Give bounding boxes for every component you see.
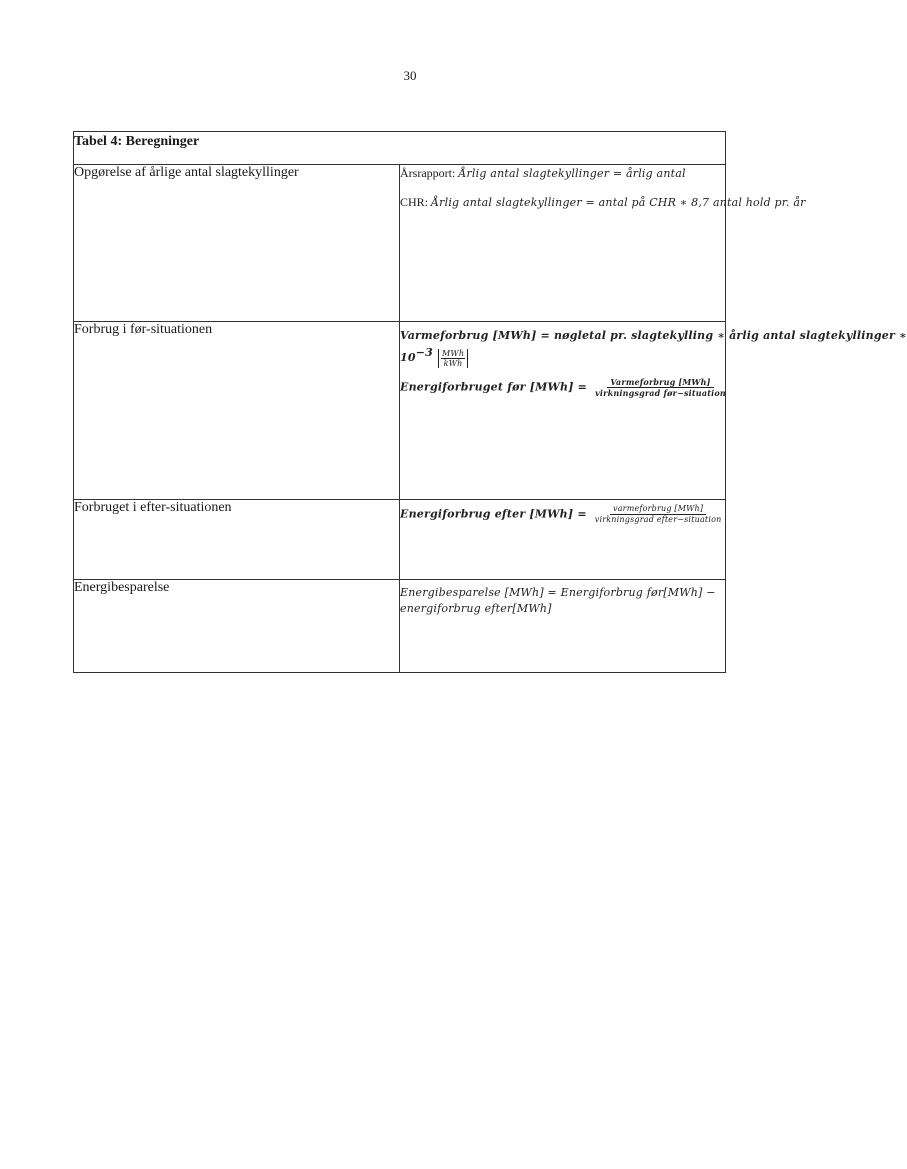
row-label: Energibesparelse xyxy=(74,580,400,673)
formula: energiforbrug efter[MWh] xyxy=(400,602,552,615)
formula-lhs: Energiforbrug efter [MWh] = xyxy=(400,507,587,521)
formula-line xyxy=(400,194,806,211)
table-row xyxy=(74,165,726,322)
formula: Varmeforbrug [MWh] = nøgletal pr. slagtekylling ∗ årlig antal slagtekyllinger ∗ xyxy=(400,329,907,342)
formula-prefix: CHR: xyxy=(400,195,432,209)
formula-line xyxy=(400,377,725,398)
formula-cell xyxy=(400,580,726,673)
formula-base: 10 xyxy=(400,351,416,364)
unit-denominator: kWh xyxy=(443,358,463,368)
fraction-numerator: Varmeforbrug [MWh] xyxy=(607,377,713,388)
fraction-denominator: virkningsgrad efter−situation xyxy=(594,515,722,524)
page-number: 30 xyxy=(403,68,417,83)
formula-lhs: Energiforbruget før [MWh] = xyxy=(400,380,588,393)
table-title: Tabel 4: Beregninger xyxy=(74,134,200,149)
formula-cell xyxy=(400,322,907,500)
table-row xyxy=(74,322,726,500)
table-row xyxy=(74,580,726,673)
formula-fraction xyxy=(592,377,729,398)
formula-fraction xyxy=(592,504,725,525)
fraction-denominator: virkningsgrad før−situation xyxy=(595,387,726,398)
unit-numerator: MWh xyxy=(442,348,465,358)
calculations-table xyxy=(73,131,907,673)
table-row xyxy=(74,500,726,580)
formula-line xyxy=(400,345,725,368)
table-title-cell xyxy=(74,132,726,165)
table-header-row xyxy=(74,132,726,165)
formula: Årlig antal slagtekyllinger = antal på CHR ∗ 8,7 antal hold pr. år xyxy=(431,196,806,209)
formula-prefix: Årsrapport: xyxy=(400,166,459,180)
formula: Energibesparelse [MWh] = Energiforbrug før[MWh] − xyxy=(400,586,716,599)
formula-cell xyxy=(400,165,806,322)
row-label: Forbrug i før-situationen xyxy=(74,322,400,500)
formula-line xyxy=(400,165,725,182)
unit-fraction xyxy=(438,349,468,368)
formula-exponent: −3 xyxy=(415,346,433,359)
formula: Årlig antal slagtekyllinger = årlig antal xyxy=(458,167,686,180)
formula-line xyxy=(400,504,725,525)
row-label: Forbruget i efter-situationen xyxy=(74,500,400,580)
fraction-numerator: varmeforbrug [MWh] xyxy=(610,504,706,515)
formula-cell xyxy=(400,500,726,580)
row-label: Opgørelse af årlige antal slagtekyllinger xyxy=(74,165,400,322)
